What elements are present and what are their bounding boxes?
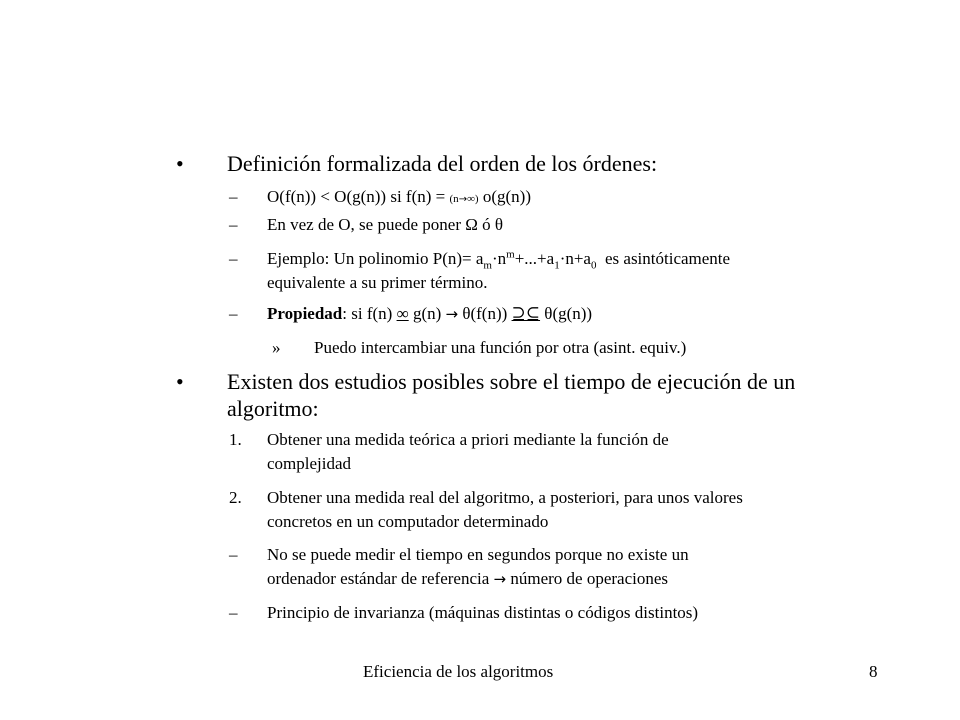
dash-marker: – (229, 545, 238, 564)
sub-item-text: Propiedad: si f(n) ∞ g(n) → θ(f(n)) ⊇⊆ θ(g(n)) (267, 304, 593, 323)
formula-part: o(g(n)) (482, 187, 531, 206)
dash-marker: – (229, 215, 238, 234)
dash-marker: – (229, 249, 238, 268)
property-label: Propiedad (267, 304, 343, 323)
sub-item-text: Ejemplo: Un polinomio $P(n)= a_m\cdot n^m+...+a_1\cdot n+a_0$ es asintóticamente (267, 248, 731, 272)
bullet-text: Definición formalizada del orden de los órdenes: (227, 151, 658, 176)
bullet-marker: • (176, 151, 184, 176)
dash-marker: – (229, 304, 238, 323)
right-arrow-icon: → (458, 194, 468, 205)
number-marker: 2. (229, 488, 242, 507)
sub-item-text (267, 185, 531, 211)
sub-item-text: En vez de O, se puede poner Ω ó θ (267, 215, 504, 234)
dash-marker: – (229, 187, 238, 206)
asymptotic-symbol: ∞ (396, 304, 409, 323)
right-arrow-icon: → (493, 570, 507, 588)
slide: • Definición formalizada del orden de los órdenes: – O(f(n)) < O(g(n)) si f(n) = (n→∞) o(g(n)) – En vez de O, se puede poner Ω ó θ – Ejemplo: Un polinomio $P(n)= a_m\cdot n^m+...+a_1\cdot n+a_0$ es asintóticamente equivalente a su primer término. – Propiedad: si f(n) ∞ g(n) → θ(f(n)) ⊇⊆ θ(g(n)) » Puedo intercambiar una función por otra (asint. equiv.) • Existen dos estudios posibles sobre el tiempo de ejecución de un algoritmo: 1. Obtener una medida teórica a priori mediante la función de complejidad 2. Obtener una medida real del algoritmo, a posteriori, para unos valores concretos en un computador determinado – No se puede medir el tiempo en segundos porque no existe un ordenador estándar de referencia → número de operaciones – Principio de invarianza (máquinas distintas o códigos distintos) Eficiencia de los algoritmos 8 (176, 151, 878, 681)
raquo-marker: » (272, 338, 281, 357)
footer-title: Eficiencia de los algoritmos (363, 662, 554, 681)
limit-subscript: (n→∞) (449, 193, 479, 205)
bullet-marker: • (176, 369, 184, 394)
page-number: 8 (869, 662, 878, 681)
formula-part: O(f(n)) < O(g(n)) si f(n) = (267, 187, 446, 206)
number-marker: 1. (229, 430, 242, 449)
right-arrow-icon: → (445, 305, 459, 323)
sub-sub-item-text: Puedo intercambiar una función por otra (asint. equiv.) (314, 338, 687, 357)
dash-marker: – (229, 603, 238, 622)
bullet-text: Existen dos estudios posibles sobre el tiempo de ejecución de un (227, 369, 796, 394)
equivalence-symbol: ⊇⊆ (511, 304, 541, 323)
